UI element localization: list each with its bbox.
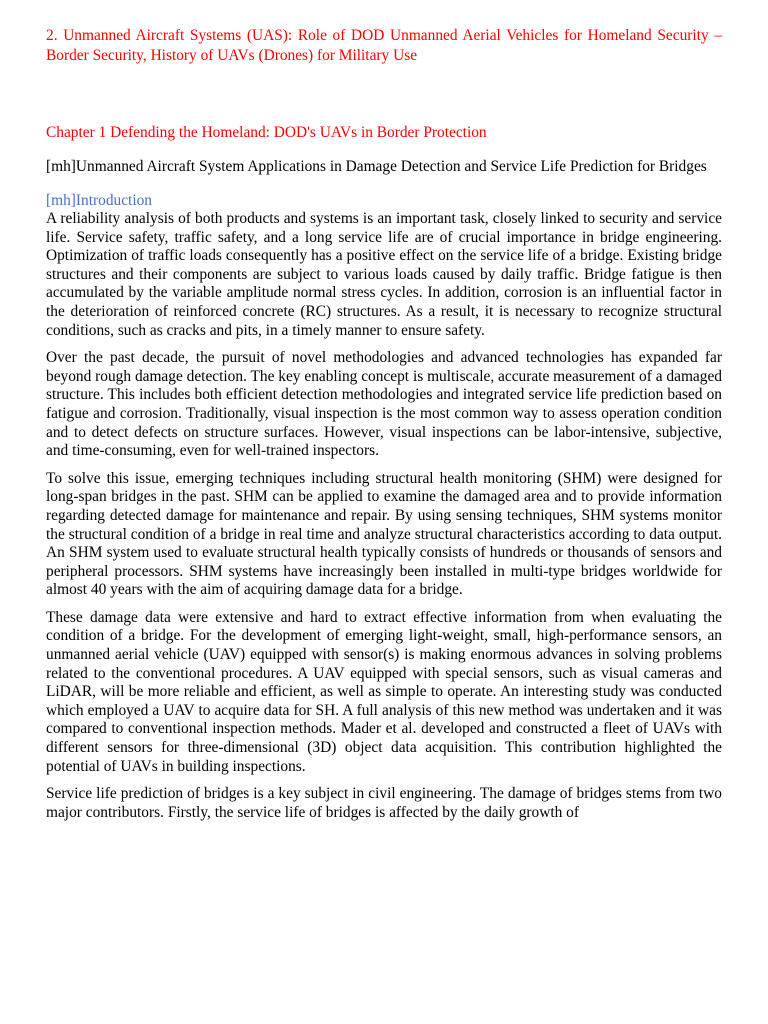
body-text bbox=[46, 210, 722, 822]
paragraph: To solve this issue, emerging techniques including structural health monitoring (SHM) were designed for long-span bridges in the past. SHM can be applied to examine the damaged area and to provide information regarding detected damage for maintenance and repair. By using sensing techniques, SHM systems monitor the structural condition of a bridge in real time and analyze structural characteristics according to data output. An SHM system used to evaluate structural health typically consists of hundreds or thousands of sensors and peripheral processors. SHM systems have increasingly been installed in multi-type bridges worldwide for almost 40 years with the aim of acquiring damage data for a bridge. bbox=[46, 469, 722, 599]
paragraph: A reliability analysis of both products and systems is an important task, closely linked to security and service life. Service safety, traffic safety, and a long service life are of crucial importance in bridge engineering. Optimization of traffic loads consequently has a positive effect on the service life of a bridge. Existing bridge structures and their components are subject to various loads caused by daily traffic. Bridge fatigue is then accumulated by the variable amplitude normal stress cycles. In addition, corrosion is an influential factor in the deterioration of reinforced concrete (RC) structures. As a result, it is necessary to recognize structural conditions, such as cracks and pits, in a timely manner to ensure safety. bbox=[46, 210, 722, 339]
paragraph: Service life prediction of bridges is a key subject in civil engineering. The damage of bridges stems from two major contributors. Firstly, the service life of bridges is affected by the daily growth of bbox=[46, 785, 722, 821]
document-page bbox=[46, 26, 722, 822]
book-title: 2. Unmanned Aircraft Systems (UAS): Role of DOD Unmanned Aerial Vehicles for Homeland Security – Border Security, History of UAVs (Drones) for Military Use bbox=[46, 27, 722, 64]
paragraph: These damage data were extensive and hard to extract effective information from when evaluating the condition of a bridge. For the development of emerging light-weight, small, high-performance sensors, an unmanned aerial vehicle (UAV) equipped with sensor(s) is making enormous advances in solving problems related to the conventional procedures. A UAV equipped with special sensors, such as visual cameras and LiDAR, will be more reliable and efficient, as well as simple to operate. An interesting study was conducted which employed a UAV to acquire data for SH. A full analysis of this new method was undertaken and it was compared to conventional inspection methods. Mader et al. developed and constructed a fleet of UAVs with different sensors for three-dimensional (3D) object data acquisition. This contribution highlighted the potential of UAVs in building inspections. bbox=[46, 608, 722, 775]
paragraph: Over the past decade, the pursuit of novel methodologies and advanced technologies has expanded far beyond rough damage detection. The key enabling concept is multiscale, accurate measurement of a damaged structure. This includes both efficient detection methodologies and integrated service life prediction based on fatigue and corrosion. Traditionally, visual inspection is the most common way to assess operation condition and to detect defects on structure surfaces. However, visual inspections can be labor-intensive, subjective, and time-consuming, even for well-trained inspectors. bbox=[46, 349, 722, 460]
subsection-title: [mh]Introduction bbox=[46, 192, 152, 209]
chapter-title: Chapter 1 Defending the Homeland: DOD's UAVs in Border Protection bbox=[46, 124, 487, 141]
section-title: [mh]Unmanned Aircraft System Applications in Damage Detection and Service Life Prediction for Bridges bbox=[46, 158, 707, 175]
